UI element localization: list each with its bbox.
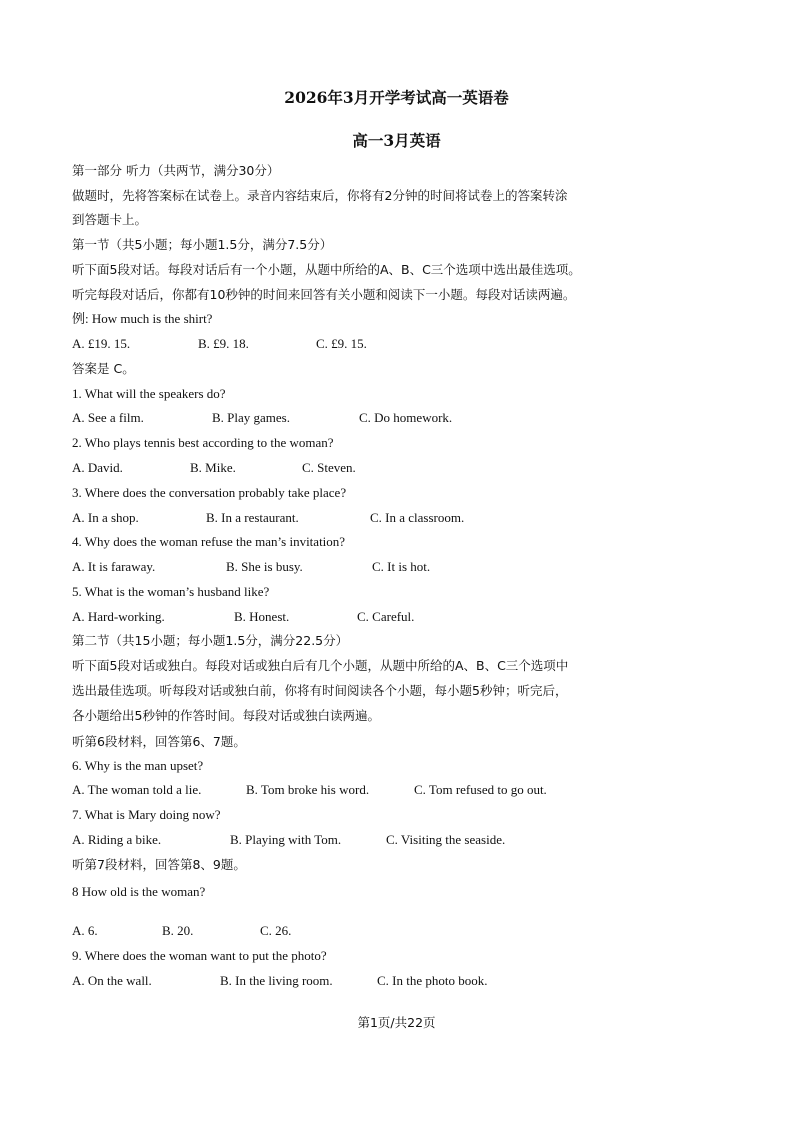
part2-instruction-3: 各小题给出5秒钟的作答时间。每段对话或独白读两遍。 [72, 708, 380, 723]
q2-option-b: B. Mike. [190, 460, 236, 475]
section1-instruction-1: 做题时，先将答案标在试卷上。录音内容结束后，你将有2分钟的时间将试卷上的答案转涂 [72, 188, 568, 203]
example-answer: 答案是 C。 [72, 361, 135, 376]
q3-option-c: C. In a classroom. [370, 510, 465, 525]
q3-option-b: B. In a restaurant. [206, 510, 299, 525]
q1-option-a: A. See a film. [72, 410, 144, 425]
q8-option-b: B. 20. [162, 923, 194, 938]
q2-option-a: A. David. [72, 460, 123, 475]
q4-option-a: A. It is faraway. [72, 559, 156, 574]
exam-title: 2026年3月开学考试高一英语卷 [284, 88, 509, 107]
q7-option-c: C. Visiting the seaside. [386, 832, 506, 847]
q9-option-a: A. On the wall. [72, 973, 152, 988]
q8-option-a: A. 6. [72, 923, 98, 938]
q9-option-b: B. In the living room. [220, 973, 333, 988]
question-5: 5. What is the woman’s husband like? [72, 584, 270, 599]
part2-instruction-1: 听下面5段对话或独白。每段对话或独白后有几个小题，从题中所给的A、B、C三个选项中 [72, 658, 569, 673]
question-4: 4. Why does the woman refuse the man’s invitation? [72, 534, 346, 549]
q7-option-b: B. Playing with Tom. [230, 832, 342, 847]
section1-instruction-2: 到答题卡上。 [72, 212, 148, 227]
question-1: 1. What will the speakers do? [72, 386, 226, 401]
question-3: 3. Where does the conversation probably take place? [72, 485, 347, 500]
q6-option-c: C. Tom refused to go out. [414, 782, 547, 797]
example-option-b: B. £9. 18. [198, 336, 249, 351]
material-6-note: 听第6段材料，回答第6、7题。 [72, 734, 246, 749]
q5-option-c: C. Careful. [357, 609, 415, 624]
example-option-c: C. £9. 15. [316, 336, 367, 351]
page-number: 第1页/共22页 [357, 1015, 436, 1030]
part1-instruction-2: 听完每段对话后，你都有10秒钟的时间来回答有关小题和阅读下一小题。每段对话读两遍。 [72, 287, 576, 302]
question-2: 2. Who plays tennis best according to the woman? [72, 435, 334, 450]
example-question: 例: How much is the shirt? [72, 311, 213, 326]
question-9: 9. Where does the woman want to put the photo? [72, 948, 327, 963]
material-7-note: 听第7段材料，回答第8、9题。 [72, 857, 246, 872]
question-7: 7. What is Mary doing now? [72, 807, 221, 822]
q2-option-c: C. Steven. [302, 460, 356, 475]
q3-option-a: A. In a shop. [72, 510, 139, 525]
q7-option-a: A. Riding a bike. [72, 832, 162, 847]
q8-option-c: C. 26. [260, 923, 292, 938]
q1-option-c: C. Do homework. [359, 410, 453, 425]
question-8: 8 How old is the woman? [72, 884, 206, 899]
q6-option-b: B. Tom broke his word. [246, 782, 370, 797]
q5-option-a: A. Hard-working. [72, 609, 165, 624]
part1-heading: 第一节（共5小题；每小题1.5分，满分7.5分） [72, 237, 333, 252]
part2-instruction-2: 选出最佳选项。听每段对话或独白前，你将有时间阅读各个小题，每小题5秒钟；听完后， [72, 683, 568, 698]
q9-option-c: C. In the photo book. [377, 973, 488, 988]
q1-option-b: B. Play games. [212, 410, 290, 425]
q5-option-b: B. Honest. [234, 609, 290, 624]
example-option-a: A. £19. 15. [72, 336, 131, 351]
section1-heading: 第一部分 听力（共两节，满分30分） [72, 163, 280, 178]
q6-option-a: A. The woman told a lie. [72, 782, 202, 797]
part2-heading: 第二节（共15小题；每小题1.5分，满分22.5分） [72, 633, 349, 648]
exam-subtitle: 高一3月英语 [352, 131, 441, 150]
q4-option-b: B. She is busy. [226, 559, 303, 574]
question-6: 6. Why is the man upset? [72, 758, 204, 773]
q4-option-c: C. It is hot. [372, 559, 431, 574]
part1-instruction-1: 听下面5段对话。每段对话后有一个小题，从题中所给的A、B、C三个选项中选出最佳选项。 [72, 262, 581, 277]
